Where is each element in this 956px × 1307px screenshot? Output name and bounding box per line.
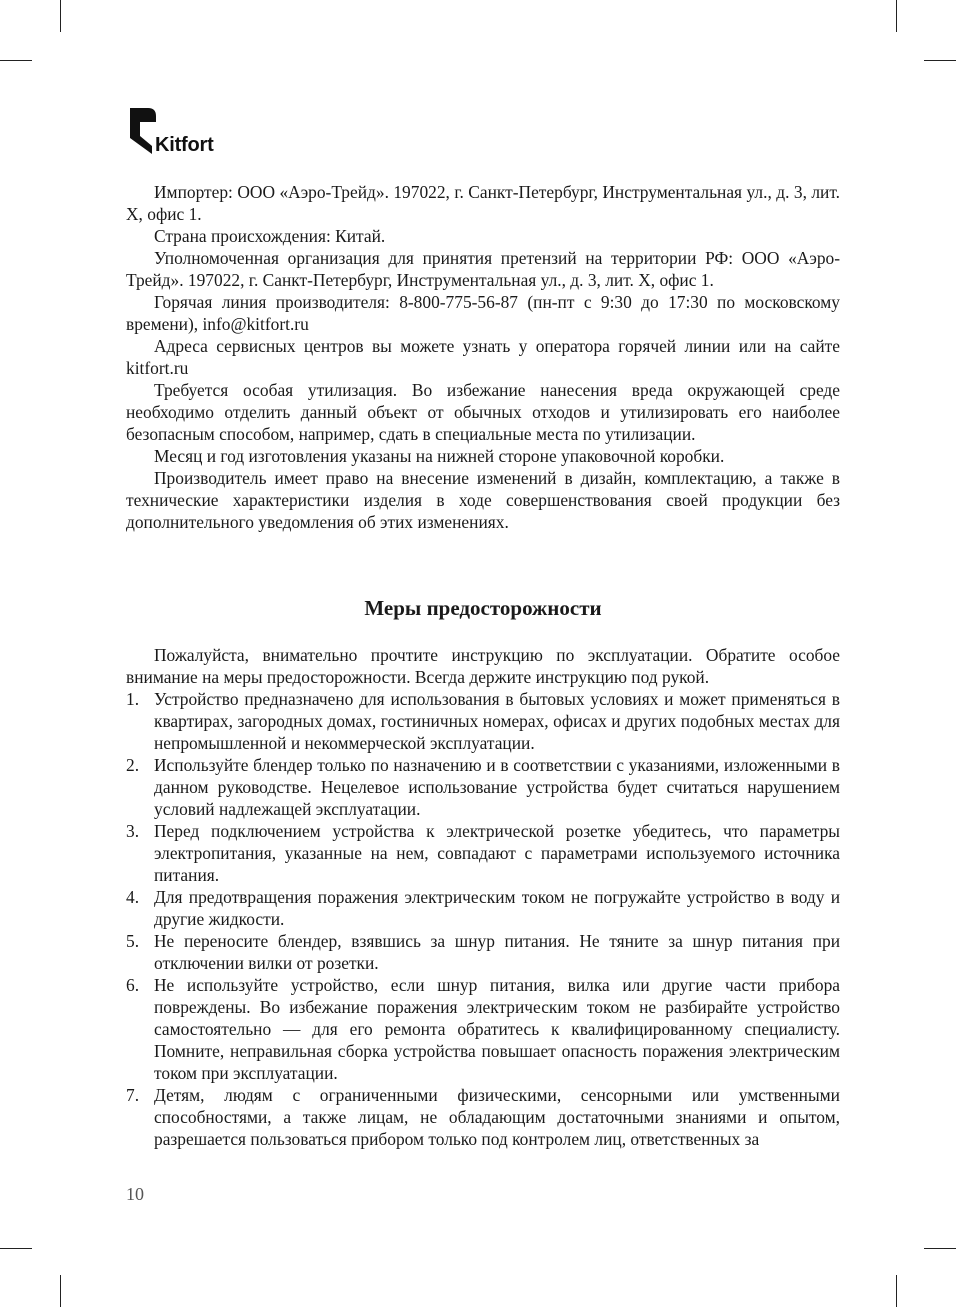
- page-number: 10: [126, 1184, 144, 1204]
- list-item: [126, 820, 840, 886]
- crop-mark: [924, 1248, 956, 1249]
- list-text: Не переносите блендер, взявшись за шнур питания. Не тяните за шнур питания при отключении вилки от розетки.: [154, 931, 840, 973]
- paragraph: Требуется особая утилизация. Во избежание нанесения вреда окружающей среде необходимо отделить данный объект от обычных отходов и утилизировать его наиболее безопасным способом, например, сдать в специальные места по утилизации.: [126, 380, 840, 444]
- list-text: Для предотвращения поражения электрическим током не погружайте устройство в воду и другие жидкости.: [154, 887, 840, 929]
- list-item: [126, 930, 840, 974]
- list-text: Устройство предназначено для использования в бытовых условиях и может применяться в квартирах, загородных домах, гостиничных номерах, офисах и других подобных местах для непромышленной и некоммерческой эксплуатации.: [154, 689, 840, 753]
- list-number: 2.: [126, 755, 140, 775]
- paragraph: Адреса сервисных центров вы можете узнать у оператора горячей линии или на сайте kitfort.ru: [126, 336, 840, 378]
- brand-name: Kitfort: [155, 134, 214, 156]
- safety-section: [126, 644, 840, 1150]
- list-text: Не используйте устройство, если шнур питания, вилка или другие части прибора повреждены. Во избежание поражения электрическим током не разбирайте устройство самостоятельно — для его ремонта обратитесь к квалифицированному специалисту. Помните, неправильная сборка устройства повышает опасность поражения электрическим током при эксплуатации.: [154, 975, 840, 1083]
- safety-list: [126, 688, 840, 1150]
- list-item: [126, 886, 840, 930]
- list-number: 6.: [126, 975, 140, 995]
- list-number: 5.: [126, 931, 140, 951]
- kitfort-logo: [126, 106, 246, 156]
- crop-mark: [896, 1275, 897, 1307]
- paragraph: Производитель имеет право на внесение изменений в дизайн, комплектацию, а также в технические характеристики изделия в ходе совершенствования своей продукции без дополнительного уведомления об этих изменениях.: [126, 468, 840, 532]
- list-number: 3.: [126, 821, 140, 841]
- list-item: [126, 974, 840, 1084]
- crop-mark: [60, 1275, 61, 1307]
- paragraph: Уполномоченная организация для принятия претензий на территории РФ: ООО «Аэро-Трейд». 197022, г. Санкт-Петербург, Инструментальная ул., д. 3, лит. Х, офис 1.: [126, 248, 840, 290]
- list-item: [126, 754, 840, 820]
- kitfort-mark-icon: [126, 106, 158, 156]
- list-text: Детям, людям с ограниченными физическими, сенсорными или умственными способностями, а также лицам, не обладающим достаточными знаниями и опытом, разрешается пользоваться прибором только под контролем лиц, ответственных за: [154, 1085, 840, 1149]
- crop-mark: [924, 60, 956, 61]
- list-text: Перед подключением устройства к электрической розетке убедитесь, что параметры электропитания, указанные на нем, совпадают с параметрами используемого источника питания.: [154, 821, 840, 885]
- paragraph: Импортер: ООО «Аэро-Трейд». 197022, г. Санкт-Петербург, Инструментальная ул., д. 3, лит. Х, офис 1.: [126, 182, 840, 224]
- crop-mark: [60, 0, 61, 32]
- paragraph: Месяц и год изготовления указаны на нижней стороне упаковочной коробки.: [154, 446, 725, 466]
- list-number: 7.: [126, 1085, 140, 1105]
- paragraph: Горячая линия производителя: 8-800-775-56-87 (пн-пт с 9:30 до 17:30 по московскому времени), info@kitfort.ru: [126, 292, 840, 334]
- importer-info: [126, 181, 840, 533]
- section-lead: Пожалуйста, внимательно прочтите инструкцию по эксплуатации. Обратите особое внимание на меры предосторожности. Всегда держите инструкцию под рукой.: [126, 645, 840, 687]
- paragraph: Страна происхождения: Китай.: [154, 226, 386, 246]
- section-title: Меры предосторожности: [364, 596, 602, 620]
- crop-mark: [896, 0, 897, 32]
- list-number: 1.: [126, 689, 140, 709]
- crop-mark: [0, 1248, 32, 1249]
- list-item: [126, 688, 840, 754]
- list-item: [126, 1084, 840, 1150]
- crop-mark: [0, 60, 32, 61]
- list-text: Используйте блендер только по назначению и в соответствии с указаниями, изложенными в данном руководстве. Нецелевое использование устройства будет считаться нарушением условий надлежащей эксплуатации.: [154, 755, 840, 819]
- list-number: 4.: [126, 887, 140, 907]
